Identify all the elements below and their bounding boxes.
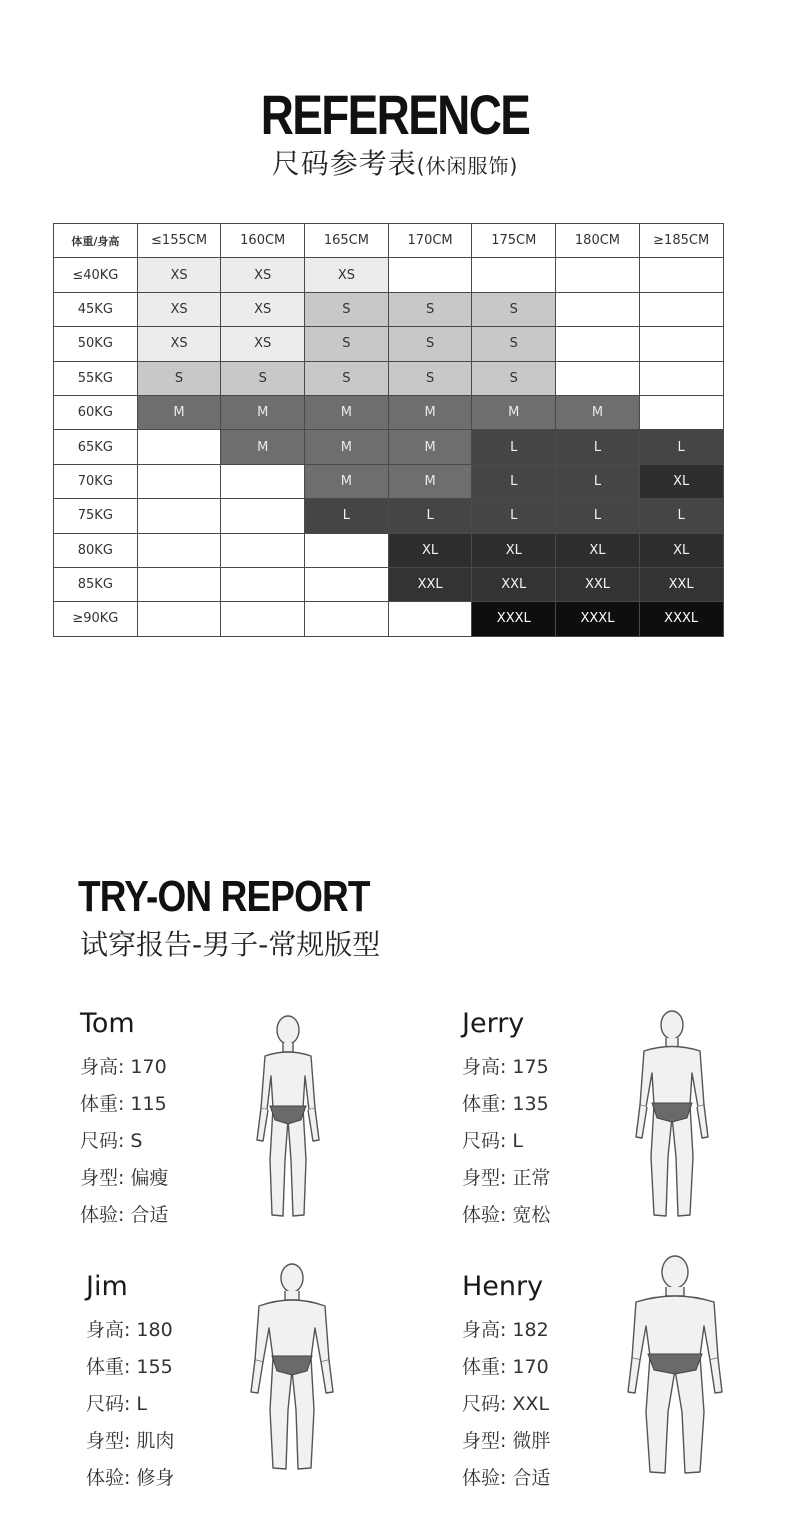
experience-label: 体验: [462,1467,507,1489]
table-row [54,292,724,326]
size-cell: L [556,499,640,533]
size-cell [556,361,640,395]
weight-row-header: ≥90KG [54,602,138,636]
size-cell: M [137,395,221,429]
weight-row-header: ≤40KG [54,258,138,292]
size-cell [639,361,723,395]
size-cell: S [388,292,472,326]
size-cell [639,258,723,292]
reference-subtitle-note: (休闲服饰) [416,154,519,178]
person-height [86,1315,173,1342]
size-cell: M [221,395,305,429]
body-value: 偏瘦 [130,1167,169,1189]
size-cell [556,258,640,292]
weight-label: 体重: [86,1356,131,1378]
size-cell [305,602,389,636]
size-cell: XXL [472,567,556,601]
person-name: Tom [80,1008,135,1039]
height-header: 175CM [472,224,556,258]
height-header: 160CM [221,224,305,258]
person-weight [462,1089,549,1116]
height-value: 170 [130,1056,167,1078]
body-value: 微胖 [512,1430,551,1452]
size-cell: XL [556,533,640,567]
size-cell [388,602,472,636]
try-on-subtitle: 试穿报告-男子-常规版型 [80,928,381,961]
size-cell: S [472,361,556,395]
body-figure-muscular [245,1258,339,1478]
table-row [54,567,724,601]
person-name: Jim [86,1271,128,1302]
size-cell: M [305,464,389,498]
size-cell: L [388,499,472,533]
size-cell: XL [639,533,723,567]
height-value: 182 [512,1319,549,1341]
size-cell: S [388,361,472,395]
person-size [462,1126,523,1153]
size-table-body [54,258,724,636]
person-body-type [462,1426,550,1453]
size-cell: M [221,430,305,464]
size-cell [556,292,640,326]
weight-value: 115 [130,1093,167,1115]
person-body-type [462,1163,550,1190]
person-weight [462,1352,549,1379]
weight-value: 135 [512,1093,549,1115]
size-cell: M [305,395,389,429]
size-cell: S [472,292,556,326]
table-row [54,327,724,361]
person-name: Henry [462,1271,544,1302]
person-height [462,1052,549,1079]
height-header: 170CM [388,224,472,258]
size-cell: XS [137,327,221,361]
height-value: 180 [136,1319,173,1341]
person-height [80,1052,167,1079]
weight-row-header: 80KG [54,533,138,567]
size-cell: XL [388,533,472,567]
experience-value: 宽松 [512,1204,551,1226]
size-cell [639,292,723,326]
table-row [54,430,724,464]
reference-subtitle-text: 尺码参考表 [271,147,417,180]
size-cell: L [556,464,640,498]
size-cell: XS [137,258,221,292]
size-label: 尺码: [80,1130,125,1152]
person-size [80,1126,142,1153]
size-cell: S [305,361,389,395]
size-cell: XXL [639,567,723,601]
size-cell: S [472,327,556,361]
size-reference-table [53,223,724,637]
size-cell: XXL [556,567,640,601]
weight-row-header: 70KG [54,464,138,498]
size-cell: XL [472,533,556,567]
height-header: 165CM [305,224,389,258]
size-cell: XXXL [556,602,640,636]
height-header: ≥185CM [639,224,723,258]
person-name: Jerry [462,1008,525,1039]
size-cell [221,567,305,601]
person-body-type [86,1426,174,1453]
size-cell [639,395,723,429]
size-cell: L [305,499,389,533]
size-cell: S [137,361,221,395]
person-size [462,1389,549,1416]
body-label: 身型: [86,1430,131,1452]
size-cell: XS [137,292,221,326]
size-cell: M [388,395,472,429]
size-value: S [130,1130,143,1152]
body-figure-slim [243,1010,333,1225]
table-row [54,499,724,533]
experience-label: 体验: [462,1204,507,1226]
size-cell: XS [221,258,305,292]
experience-label: 体验: [86,1467,131,1489]
experience-value: 修身 [136,1467,175,1489]
weight-row-header: 85KG [54,567,138,601]
table-row [54,361,724,395]
experience-value: 合适 [130,1204,169,1226]
body-label: 身型: [80,1167,125,1189]
size-cell [137,464,221,498]
person-weight [86,1352,173,1379]
weight-row-header: 50KG [54,327,138,361]
table-row [54,602,724,636]
size-cell [305,567,389,601]
height-value: 175 [512,1056,549,1078]
size-cell: XXXL [639,602,723,636]
size-cell: XXL [388,567,472,601]
try-on-title: TRY-ON REPORT [78,872,370,921]
size-cell: XS [221,327,305,361]
person-experience [80,1200,168,1227]
size-cell: S [305,327,389,361]
size-label: 尺码: [462,1393,507,1415]
table-header-row [54,224,724,258]
size-cell [305,533,389,567]
table-corner-header: 体重/身高 [54,224,138,258]
weight-label: 体重: [462,1093,507,1115]
table-row [54,533,724,567]
person-weight [80,1089,167,1116]
size-cell: M [305,430,389,464]
experience-value: 合适 [512,1467,551,1489]
size-label: 尺码: [462,1130,507,1152]
person-experience [86,1463,174,1490]
experience-label: 体验: [80,1204,125,1226]
height-header: ≤155CM [137,224,221,258]
height-label: 身高: [80,1056,125,1078]
size-cell: L [472,430,556,464]
size-cell: L [472,499,556,533]
weight-value: 170 [512,1356,549,1378]
size-cell [221,602,305,636]
size-cell: M [388,430,472,464]
height-header: 180CM [556,224,640,258]
size-cell: XL [639,464,723,498]
height-label: 身高: [462,1056,507,1078]
size-cell [221,533,305,567]
table-row [54,258,724,292]
size-cell [472,258,556,292]
weight-row-header: 60KG [54,395,138,429]
weight-label: 体重: [80,1093,125,1115]
height-label: 身高: [86,1319,131,1341]
person-body-type [80,1163,168,1190]
size-value: XXL [512,1393,550,1415]
size-cell [221,499,305,533]
body-label: 身型: [462,1430,507,1452]
size-value: L [136,1393,147,1415]
size-cell [556,327,640,361]
body-figure-heavy [620,1250,730,1482]
size-cell [137,499,221,533]
size-cell [639,327,723,361]
size-cell [137,567,221,601]
table-row [54,464,724,498]
size-cell: L [472,464,556,498]
size-value: L [512,1130,523,1152]
weight-label: 体重: [462,1356,507,1378]
person-height [462,1315,549,1342]
weight-row-header: 65KG [54,430,138,464]
size-cell: XS [305,258,389,292]
size-cell [137,602,221,636]
weight-row-header: 45KG [54,292,138,326]
size-cell: XS [221,292,305,326]
reference-title: REFERENCE [260,83,530,146]
weight-row-header: 75KG [54,499,138,533]
size-cell: L [639,430,723,464]
weight-value: 155 [136,1356,173,1378]
weight-row-header: 55KG [54,361,138,395]
body-label: 身型: [462,1167,507,1189]
size-cell: M [472,395,556,429]
size-cell: L [639,499,723,533]
size-cell [137,533,221,567]
size-cell [137,430,221,464]
size-cell: S [388,327,472,361]
person-experience [462,1463,550,1490]
size-cell [388,258,472,292]
table-row [54,395,724,429]
reference-subtitle [0,142,790,182]
size-cell: L [556,430,640,464]
person-size [86,1389,147,1416]
size-label: 尺码: [86,1393,131,1415]
size-cell: S [221,361,305,395]
size-cell: M [556,395,640,429]
body-figure-normal [624,1005,720,1225]
body-value: 肌肉 [136,1430,175,1452]
person-experience [462,1200,550,1227]
size-cell: S [305,292,389,326]
body-value: 正常 [512,1167,551,1189]
size-cell [221,464,305,498]
size-cell: M [388,464,472,498]
size-cell: XXXL [472,602,556,636]
height-label: 身高: [462,1319,507,1341]
